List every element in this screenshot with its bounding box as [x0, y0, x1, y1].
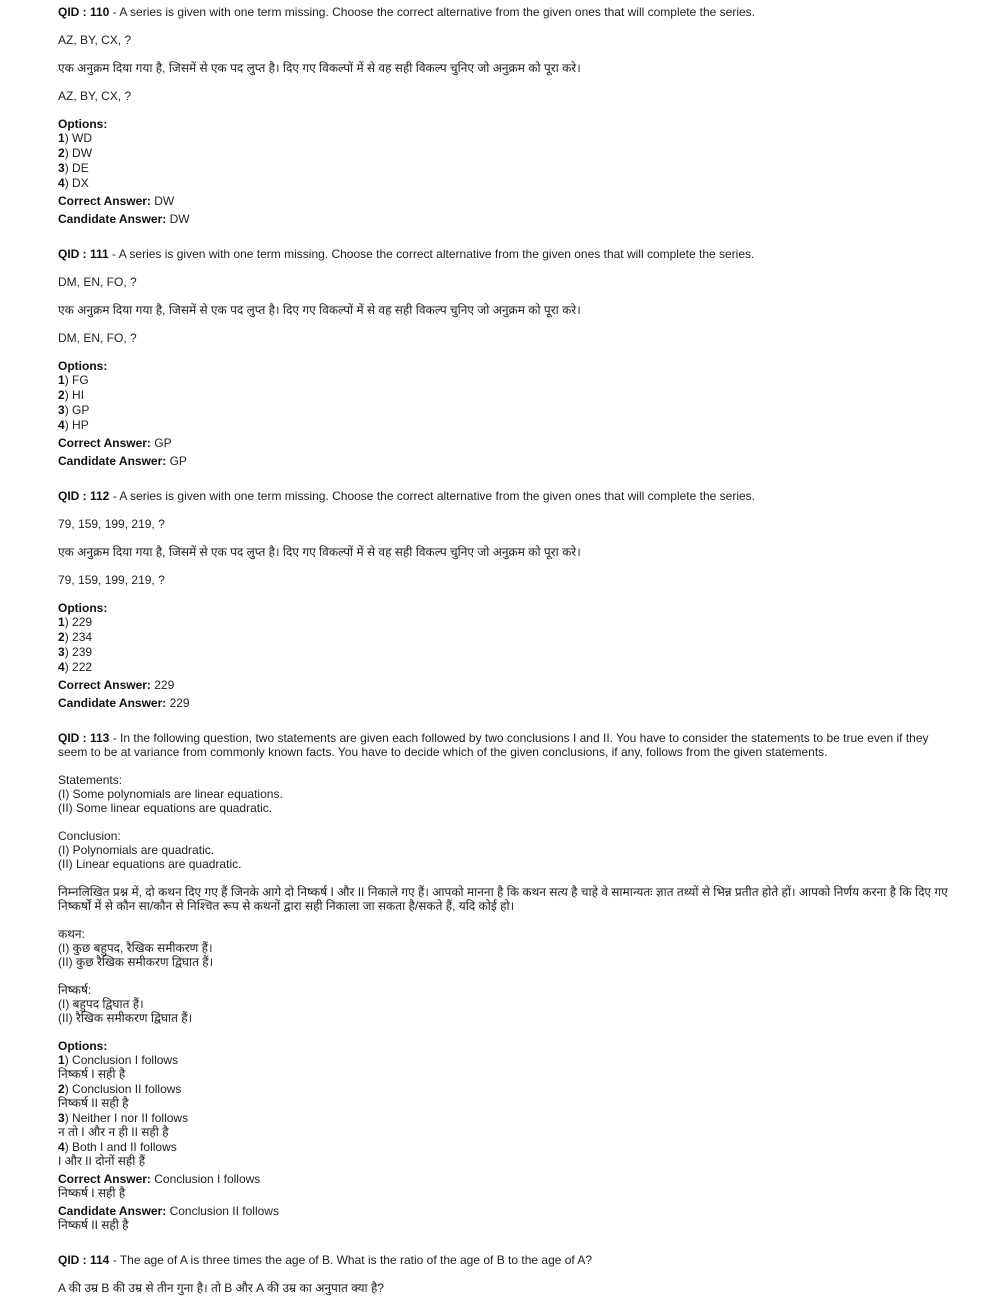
correct-answer-label: Correct Answer: [58, 1172, 155, 1186]
correct-answer-line [58, 1172, 951, 1186]
candidate-answer [58, 696, 951, 710]
option-item [58, 146, 951, 160]
option-number: 2 [58, 1082, 65, 1096]
question-heading [58, 731, 951, 759]
candidate-answer-value: 229 [169, 696, 190, 710]
question-paragraph [58, 1281, 951, 1295]
options-list [58, 117, 951, 190]
correct-answer [58, 678, 951, 692]
question-paragraph [58, 983, 951, 1025]
option-line: 4) DX [58, 176, 89, 190]
paragraph-line: एक अनुक्रम दिया गया है, जिसमें से एक पद लुप्त है। दिए गए विकल्पों में से वह सही विकल्प चुनिए जो अनुक्रम को पूरा करे। [58, 61, 581, 75]
option-item [58, 1082, 951, 1110]
correct-answer-value: DW [154, 194, 175, 208]
correct-answer-line [58, 194, 951, 208]
option-text: 239 [72, 645, 93, 659]
option-line: 1) FG [58, 373, 89, 387]
options-label: Options: [58, 601, 108, 615]
option-line: 2) HI [58, 388, 85, 402]
candidate-answer [58, 454, 951, 468]
question-text: In the following question, two statements are given each followed by two conclusions I and II. You have to consider the statements to be true even if they seem to be at variance from commonly known facts. You have to decide which of the given conclusions, if any, follows from the given statements. [58, 731, 929, 759]
paragraph-line: (I) बहुपद द्विघात हैं। [58, 997, 144, 1011]
option-item [58, 161, 951, 175]
option-number: 1 [58, 373, 65, 387]
paragraph-line: (II) Some linear equations are quadratic. [58, 801, 273, 815]
correct-answer-hindi: निष्कर्ष I सही है [58, 1186, 126, 1200]
candidate-answer-line [58, 212, 951, 226]
question-heading [58, 1253, 951, 1267]
question-block [58, 247, 951, 468]
option-text: DX [72, 176, 89, 190]
option-text: DW [72, 146, 93, 160]
candidate-answer-label: Candidate Answer: [58, 1204, 170, 1218]
option-line: 3) Neither I nor II follows [58, 1111, 189, 1125]
qid-separator: - [109, 489, 120, 503]
option-text: HP [72, 418, 89, 432]
paragraph-line: AZ, BY, CX, ? [58, 33, 132, 47]
question-text: A series is given with one term missing. Choose the correct alternative from the given ones that will complete the series. [119, 489, 755, 503]
paragraph-line: DM, EN, FO, ? [58, 331, 137, 345]
option-line: 3) DE [58, 161, 89, 175]
option-number: 3 [58, 1111, 65, 1125]
correct-answer-value: 229 [154, 678, 175, 692]
paragraph-line: 79, 159, 199, 219, ? [58, 573, 165, 587]
correct-answer-value: GP [154, 436, 172, 450]
question-paragraph [58, 89, 951, 103]
option-text-hindi: I और II दोनों सही हैं [58, 1154, 146, 1168]
option-item [58, 388, 951, 402]
qid-label: QID : [58, 731, 90, 745]
qid-number: 110 [90, 5, 110, 19]
question-paragraph [58, 773, 951, 815]
option-text-hindi: निष्कर्ष II सही है [58, 1096, 129, 1110]
paragraph-line: 79, 159, 199, 219, ? [58, 517, 165, 531]
option-line: 1) WD [58, 131, 93, 145]
correct-answer-line [58, 678, 951, 692]
option-item [58, 403, 951, 417]
question-text: The age of A is three times the age of B. What is the ratio of the age of B to the age of A? [119, 1253, 593, 1267]
question-paragraph [58, 885, 951, 913]
option-number: 2 [58, 388, 65, 402]
question-paragraph [58, 573, 951, 587]
option-number: 2 [58, 630, 65, 644]
options-label: Options: [58, 359, 108, 373]
qid-number: 111 [90, 247, 109, 261]
candidate-answer-value: DW [169, 212, 190, 226]
question-heading [58, 247, 951, 261]
paragraph-line: AZ, BY, CX, ? [58, 89, 132, 103]
option-item [58, 176, 951, 190]
option-text: 234 [72, 630, 93, 644]
candidate-answer-line [58, 1204, 951, 1218]
paragraph-line: A की उम्र B की उम्र से तीन गुना है। तो B और A की उम्र का अनुपात क्या है? [58, 1281, 385, 1295]
option-text: 222 [72, 660, 93, 674]
option-line: 3) 239 [58, 645, 93, 659]
candidate-answer-label: Candidate Answer: [58, 696, 170, 710]
qid-number: 113 [90, 731, 110, 745]
options-label: Options: [58, 1039, 108, 1053]
qid-separator: - [109, 5, 120, 19]
option-item [58, 1140, 951, 1168]
question-block [58, 731, 951, 1232]
options-label: Options: [58, 117, 108, 131]
question-paragraph [58, 927, 951, 969]
paragraph-line: DM, EN, FO, ? [58, 275, 137, 289]
option-line: 4) Both I and II follows [58, 1140, 177, 1154]
candidate-answer-label: Candidate Answer: [58, 454, 170, 468]
option-line: 3) GP [58, 403, 90, 417]
question-paragraph [58, 545, 951, 559]
option-text: FG [72, 373, 89, 387]
qid-separator: - [108, 247, 119, 261]
option-item [58, 418, 951, 432]
option-item [58, 1053, 951, 1081]
paragraph-line: Conclusion: [58, 829, 121, 843]
options-list [58, 359, 951, 432]
question-block [58, 1253, 951, 1295]
paragraph-line: कथन: [58, 927, 85, 941]
question-paragraph [58, 61, 951, 75]
qid-label: QID : [58, 5, 90, 19]
option-item [58, 615, 951, 629]
option-item [58, 645, 951, 659]
option-number: 3 [58, 161, 65, 175]
option-line: 1) Conclusion I follows [58, 1053, 179, 1067]
option-number: 1 [58, 615, 65, 629]
option-text: 229 [72, 615, 93, 629]
option-line: 2) DW [58, 146, 93, 160]
options-list [58, 1039, 951, 1168]
option-text: Both I and II follows [72, 1140, 177, 1154]
correct-answer-label: Correct Answer: [58, 678, 155, 692]
candidate-answer-line [58, 696, 951, 710]
candidate-answer [58, 212, 951, 226]
option-text-hindi: न तो I और न ही II सही है [58, 1125, 169, 1139]
question-paragraph [58, 829, 951, 871]
question-text: A series is given with one term missing. Choose the correct alternative from the given ones that will complete the series. [119, 5, 755, 19]
question-paragraph [58, 517, 951, 531]
qid-separator: - [109, 1253, 120, 1267]
option-text-hindi: निष्कर्ष I सही है [58, 1067, 126, 1081]
paragraph-line: (II) Linear equations are quadratic. [58, 857, 242, 871]
option-text: Neither I nor II follows [72, 1111, 189, 1125]
option-text: HI [72, 388, 85, 402]
paragraph-line: (I) Some polynomials are linear equations. [58, 787, 283, 801]
paragraph-line: निम्नलिखित प्रश्न में, दो कथन दिए गए हैं जिनके आगे दो निष्कर्ष I और II निकाले गए हैं। आपको मानना है कि कथन सत्य है चाहे वे सामान्यतः ज्ञात तथ्यों से भिन्न प्रतीत होते हों। आपको निर्णय करना है कि दिए गए निष्कर्षों में से कौन सा/कौन से निश्चित रूप से कथनों द्वारा सही निकाला जा सकता है/सकते हैं, यदि कोई हो। [58, 885, 948, 913]
paragraph-line: निष्कर्ष: [58, 983, 92, 997]
correct-answer [58, 194, 951, 208]
option-text: Conclusion I follows [72, 1053, 179, 1067]
option-text: WD [72, 131, 93, 145]
correct-answer-line [58, 436, 951, 450]
qid-number: 112 [90, 489, 110, 503]
option-item [58, 131, 951, 145]
option-number: 4 [58, 660, 65, 674]
option-number: 1 [58, 131, 65, 145]
candidate-answer-value: GP [169, 454, 187, 468]
correct-answer-label: Correct Answer: [58, 436, 155, 450]
option-text: GP [72, 403, 90, 417]
option-item [58, 660, 951, 674]
candidate-answer [58, 1204, 951, 1232]
paragraph-line: एक अनुक्रम दिया गया है, जिसमें से एक पद लुप्त है। दिए गए विकल्पों में से वह सही विकल्प चुनिए जो अनुक्रम को पूरा करे। [58, 545, 581, 559]
candidate-answer-value: Conclusion II follows [169, 1204, 279, 1218]
paragraph-line: (I) कुछ बहुपद, रैखिक समीकरण हैं। [58, 941, 213, 955]
paragraph-line: एक अनुक्रम दिया गया है, जिसमें से एक पद लुप्त है। दिए गए विकल्पों में से वह सही विकल्प चुनिए जो अनुक्रम को पूरा करे। [58, 303, 581, 317]
qid-number: 114 [90, 1253, 110, 1267]
qid-label: QID : [58, 489, 90, 503]
option-item [58, 630, 951, 644]
correct-answer [58, 436, 951, 450]
option-number: 3 [58, 403, 65, 417]
candidate-answer-label: Candidate Answer: [58, 212, 170, 226]
option-line: 4) HP [58, 418, 89, 432]
paragraph-line: Statements: [58, 773, 123, 787]
option-number: 4 [58, 418, 65, 432]
question-text: A series is given with one term missing. Choose the correct alternative from the given ones that will complete the series. [118, 247, 755, 261]
option-number: 1 [58, 1053, 65, 1067]
question-block [58, 489, 951, 710]
option-item [58, 373, 951, 387]
question-block [58, 5, 951, 226]
option-number: 3 [58, 645, 65, 659]
option-line: 2) Conclusion II follows [58, 1082, 182, 1096]
option-number: 2 [58, 146, 65, 160]
question-paragraph [58, 303, 951, 317]
correct-answer-label: Correct Answer: [58, 194, 155, 208]
correct-answer [58, 1172, 951, 1200]
qid-separator: - [109, 731, 121, 745]
option-line: 2) 234 [58, 630, 93, 644]
option-text: DE [72, 161, 89, 175]
question-heading [58, 489, 951, 503]
option-line: 1) 229 [58, 615, 93, 629]
qid-label: QID : [58, 1253, 90, 1267]
options-list [58, 601, 951, 674]
question-heading [58, 5, 951, 19]
correct-answer-value: Conclusion I follows [154, 1172, 261, 1186]
option-number: 4 [58, 1140, 65, 1154]
paragraph-line: (II) रैखिक समीकरण द्विघात हैं। [58, 1011, 193, 1025]
paragraph-line: (II) कुछ रैखिक समीकरण द्विघात हैं। [58, 955, 214, 969]
candidate-answer-line [58, 454, 951, 468]
question-paragraph [58, 331, 951, 345]
option-item [58, 1111, 951, 1139]
qid-label: QID : [58, 247, 90, 261]
candidate-answer-hindi: निष्कर्ष II सही है [58, 1218, 129, 1232]
question-paragraph [58, 275, 951, 289]
paragraph-line: (I) Polynomials are quadratic. [58, 843, 215, 857]
option-number: 4 [58, 176, 65, 190]
option-text: Conclusion II follows [72, 1082, 182, 1096]
option-line: 4) 222 [58, 660, 93, 674]
question-paragraph [58, 33, 951, 47]
